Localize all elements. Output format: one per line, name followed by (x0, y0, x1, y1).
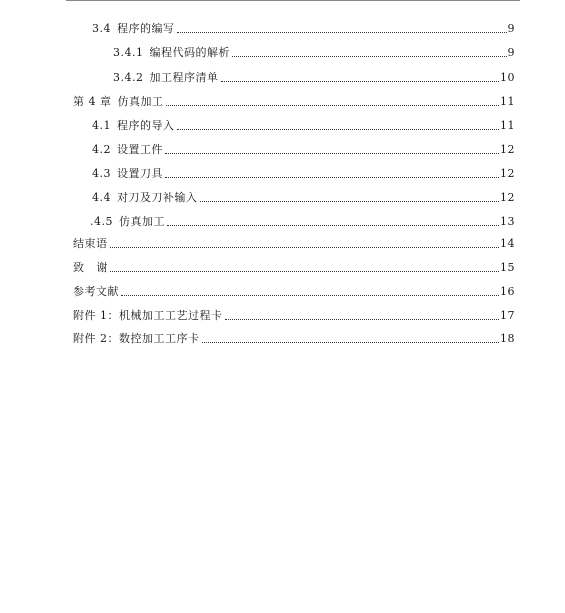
toc-entry-page: 10 (500, 71, 515, 84)
toc-entry-title: 程序的编写 (117, 22, 175, 35)
toc-entry-title: 仿真加工 (117, 95, 164, 108)
toc-dot-leader (221, 80, 500, 82)
toc-entry-page: 12 (500, 143, 515, 156)
toc-entry-title: 附件 2：数控加工工序卡 (73, 332, 200, 345)
toc-dot-leader (110, 270, 499, 272)
toc-dot-leader (177, 128, 500, 130)
toc-entry-conclusion[interactable] (73, 235, 515, 251)
toc-entry-number: 3.4 (92, 22, 111, 35)
toc-entry-title: 编程代码的解析 (149, 46, 230, 59)
toc-dot-leader (202, 341, 500, 343)
toc-entry-references[interactable] (73, 283, 515, 299)
toc-entry-page: 12 (500, 167, 515, 180)
toc-dot-leader (177, 31, 507, 33)
toc-entry-page: 15 (500, 261, 515, 274)
toc-entry-title: 参考文献 (73, 285, 119, 298)
toc-entry-3-4-2[interactable] (113, 69, 515, 85)
toc-entry-title: 程序的导入 (117, 119, 175, 132)
toc-entry-title: 仿真加工 (119, 215, 165, 228)
toc-dot-leader (200, 200, 500, 202)
toc-entry-page: 14 (500, 237, 515, 250)
toc-entry-appendix-2[interactable] (73, 330, 515, 346)
toc-entry-page: 12 (500, 191, 515, 204)
toc-entry-3-4[interactable] (92, 20, 515, 36)
toc-entry-acknowledgements[interactable] (73, 259, 515, 275)
toc-entry-page: 9 (507, 46, 515, 59)
header-rule (66, 0, 520, 1)
toc-dot-leader (232, 55, 507, 57)
toc-dot-leader (165, 176, 499, 178)
toc-entry-title: 结束语 (73, 237, 108, 250)
toc-entry-title: 致 谢 (73, 261, 108, 274)
toc-entry-title: 设置工件 (117, 143, 163, 156)
toc-entry-page: 16 (500, 285, 515, 298)
toc-dot-leader (110, 246, 500, 248)
toc-dot-leader (225, 318, 500, 320)
toc-entry-number: 4.4 (92, 191, 111, 204)
toc-dot-leader (166, 104, 500, 106)
toc-entry-4-5[interactable] (90, 213, 515, 229)
toc-dot-leader (121, 294, 499, 296)
toc-entry-number: .4.5 (90, 215, 113, 228)
toc-entry-number: 3.4.1 (113, 46, 144, 59)
toc-entry-4-3[interactable] (92, 165, 515, 181)
toc-entry-page: 18 (500, 332, 515, 345)
toc-entry-4-4[interactable] (92, 189, 515, 205)
toc-dot-leader (167, 224, 499, 226)
toc-entry-page: 11 (500, 119, 515, 132)
toc-dot-leader (165, 152, 499, 154)
toc-entry-3-4-1[interactable] (113, 44, 515, 60)
toc-entry-title: 对刀及刀补输入 (117, 191, 198, 204)
toc-entry-4-2[interactable] (92, 141, 515, 157)
toc-entry-4-1[interactable] (92, 117, 515, 133)
toc-entry-number: 3.4.2 (113, 71, 144, 84)
toc-entry-chapter-4[interactable] (73, 93, 515, 109)
toc-entry-title: 加工程序清单 (149, 71, 219, 84)
toc-entry-title: 设置刀具 (117, 167, 163, 180)
toc-entry-number: 4.1 (92, 119, 111, 132)
toc-entry-page: 13 (500, 215, 515, 228)
toc-entry-number: 第 4 章 (73, 95, 112, 108)
toc-entry-page: 17 (500, 309, 515, 322)
toc-entry-appendix-1[interactable] (73, 307, 515, 323)
toc-entry-title: 附件 1：机械加工工艺过程卡 (73, 309, 223, 322)
toc-entry-number: 4.3 (92, 167, 111, 180)
toc-entry-page: 9 (507, 22, 515, 35)
toc-entry-number: 4.2 (92, 143, 111, 156)
toc-entry-page: 11 (500, 95, 515, 108)
